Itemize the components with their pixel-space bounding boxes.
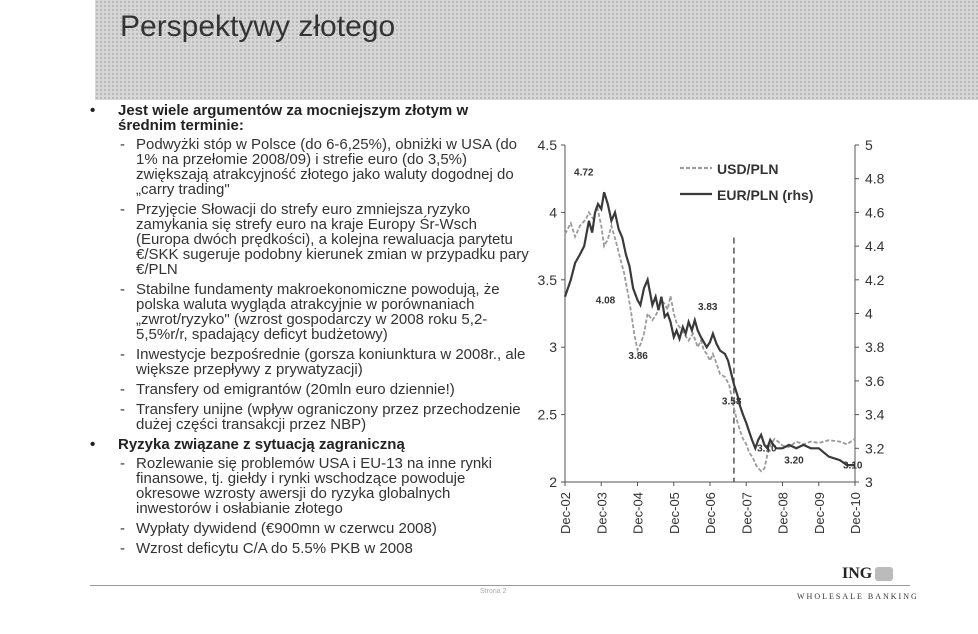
y-left-tick-label: 3.5 [537,271,557,288]
exchange-rate-chart [520,130,905,550]
risk-list [90,456,530,556]
page-number: Strona 2 [480,588,507,595]
y-right-tick-label: 3.8 [865,339,885,356]
data-label: 4.72 [574,167,594,179]
list-item [120,382,530,397]
y-left-tick-label: 3 [549,339,557,356]
y-left-tick-label: 2.5 [537,406,557,423]
y-right-tick-label: 5 [865,137,873,153]
x-tick-label: Dec-04 [630,492,646,534]
logo-text: ING [842,565,873,582]
argument-list [90,137,530,432]
x-tick-label: Dec-08 [775,492,791,534]
list-item-text: Transfery unijne (wpływ ograniczony przez przechodzenie dużej części transakcji przez NBP) [136,401,521,433]
dash-icon: - [120,346,125,363]
slide-title: Perspektywy złotego [120,10,396,43]
dash-icon: - [120,281,125,298]
list-item [120,282,530,342]
x-tick-label: Dec-02 [558,492,573,534]
y-right-tick-label: 4.4 [865,238,885,255]
legend-label: EUR/PLN (rhs) [717,187,814,203]
list-item-text: Rozlewanie się problemów USA i EU-13 na inne rynki finansowe, tj. giełdy i rynki wschodzące powoduje okresowe wzrosty awersji do ryzyka globalnych inwestorów i osłabianie złotego [136,455,493,517]
list-item [120,137,530,197]
list-item-text: Przyjęcie Słowacji do strefy euro zmniejsza ryzyko zamykania się strefy euro na kraje Europy Śr-Wsch (Europa dwóch prędkości), a kolejna rewaluacja parytetu €/SKK sugeruje podobny kierunek zmian w przypadku pary €/PLN [136,201,529,278]
dash-icon: - [120,136,125,153]
x-tick-label: Dec-10 [848,492,863,534]
list-item-text: Stabilne fundamenty makroekonomiczne powodują, że polska waluta wygląda atrakcyjnie w porównaniach „zwrot/ryzyko" (wzrost gospodarczy w 2008 roku 5,2-5,5%r/r, spadający deficyt budżetowy) [136,281,500,343]
y-right-tick-label: 4.2 [865,271,885,288]
y-left-tick-label: 4.5 [537,137,557,153]
dash-icon: - [120,201,125,218]
legend-label: USD/PLN [717,161,779,177]
ing-logo [842,565,893,583]
y-right-tick-label: 3.4 [865,406,885,423]
y-right-tick-label: 4.8 [865,170,885,187]
list-item-text: Wypłaty dywidend (€900mn w czerwcu 2008) [136,520,437,537]
dash-icon: - [120,401,125,418]
y-right-tick-label: 3 [865,474,873,490]
data-label: 3.10 [843,460,863,472]
bullet-icon: • [90,102,96,119]
wholesale-banking-tagline: WHOLESALE BANKING [797,592,919,601]
eur-pln-line [565,192,855,465]
y-left-tick-label: 4 [549,204,557,221]
data-label: 3.10 [757,443,777,455]
list-item [120,347,530,377]
list-item-text: Podwyżki stóp w Polsce (do 6-6,25%), obniżki w USA (do 1% na przełomie 2008/09) i strefie euro (do 3,5%) zwiększają atrakcyjność złotego jako waluty dogodnej do „carry trading" [136,136,517,198]
bullet-icon: • [90,436,96,453]
y-left-tick-label: 2 [549,474,557,490]
list-item [120,521,530,536]
dash-icon: - [120,455,125,472]
list-item-text: Wzrost deficytu C/A do 5.5% PKB w 2008 [136,540,413,557]
data-label: 4.08 [595,295,616,307]
section-heading-text: Ryzyka związane z sytuacją zagraniczną [118,436,405,453]
section-heading-2 [90,437,530,452]
y-right-tick-label: 3.2 [865,440,885,457]
y-right-tick-label: 4.6 [865,204,885,221]
list-item-text: Transfery od emigrantów (20mln euro dziennie!) [136,381,455,398]
x-tick-label: Dec-03 [594,492,610,534]
x-tick-label: Dec-09 [811,492,827,534]
section-heading-text: Jest wiele argumentów za mocniejszym złotym w średnim terminie: [118,102,469,134]
dash-icon: - [120,520,125,537]
y-right-tick-label: 3.6 [865,372,885,389]
x-tick-label: Dec-05 [666,492,682,534]
dash-icon: - [120,540,125,557]
usd-pln-line [565,206,855,472]
section-heading-1 [90,103,530,133]
x-tick-label: Dec-07 [739,492,755,534]
lion-icon [875,567,893,581]
data-label: 3.20 [784,455,804,467]
dash-icon: - [120,381,125,398]
data-label: 3.58 [721,396,742,408]
x-tick-label: Dec-06 [703,492,718,534]
list-item [120,202,530,277]
y-right-tick-label: 4 [865,305,873,322]
data-label: 3.86 [628,350,648,362]
list-item [120,456,496,516]
data-label: 3.83 [698,302,718,314]
list-item-text: Inwestycje bezpośrednie (gorsza koniunktura w 2008r., ale większe przepływy z prywatyzacji) [136,346,526,378]
list-item [120,541,530,556]
list-item [120,402,530,432]
text-column [90,103,530,561]
footer-divider [90,585,910,586]
